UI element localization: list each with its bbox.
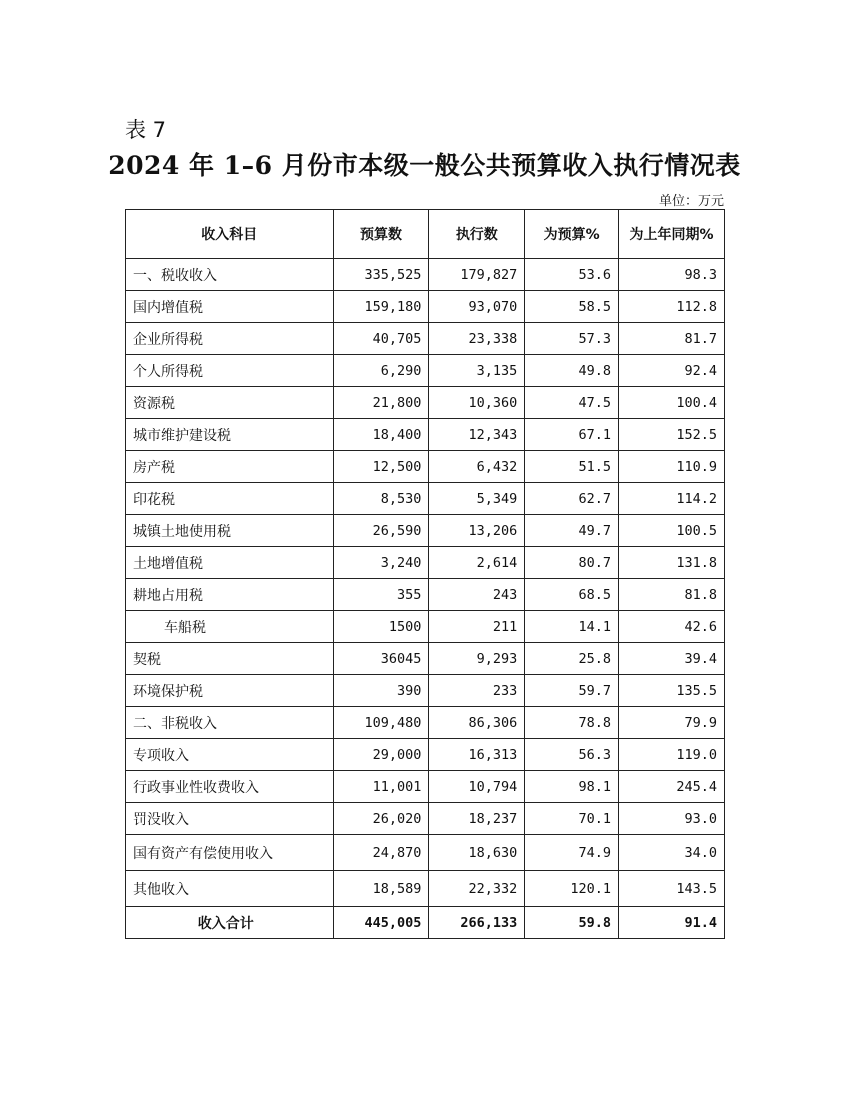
row-executed: 16,313	[429, 739, 525, 771]
row-executed: 233	[429, 675, 525, 707]
row-item-name: 个人所得税	[126, 355, 334, 387]
row-pct-budget: 57.3	[525, 323, 619, 355]
row-pct-budget: 47.5	[525, 387, 619, 419]
row-pct-yoy: 100.5	[619, 515, 725, 547]
table-label: 表 7	[125, 118, 167, 142]
row-item-name: 城镇土地使用税	[126, 515, 334, 547]
row-pct-yoy: 81.7	[619, 323, 725, 355]
row-budget: 40,705	[333, 323, 429, 355]
row-pct-yoy: 39.4	[619, 643, 725, 675]
unit-label: 单位：万元	[658, 194, 724, 209]
row-pct-budget: 70.1	[525, 803, 619, 835]
table-row	[126, 259, 725, 291]
row-pct-yoy: 100.4	[619, 387, 725, 419]
row-item-name: 其他收入	[126, 871, 334, 907]
table-row	[126, 835, 725, 871]
header-pct-yoy: 为上年同期%	[619, 210, 725, 259]
row-budget: 8,530	[333, 483, 429, 515]
row-executed: 93,070	[429, 291, 525, 323]
row-item-name: 一、税收收入	[126, 259, 334, 291]
row-pct-budget: 74.9	[525, 835, 619, 871]
row-executed: 2,614	[429, 547, 525, 579]
table-row	[126, 707, 725, 739]
table-row	[126, 291, 725, 323]
table-row	[126, 675, 725, 707]
row-pct-budget: 58.5	[525, 291, 619, 323]
row-item-name: 企业所得税	[126, 323, 334, 355]
row-pct-budget: 25.8	[525, 643, 619, 675]
row-budget: 355	[333, 579, 429, 611]
row-pct-yoy: 245.4	[619, 771, 725, 803]
table-row	[126, 739, 725, 771]
row-pct-budget: 78.8	[525, 707, 619, 739]
row-item-name: 专项收入	[126, 739, 334, 771]
row-item-name: 罚没收入	[126, 803, 334, 835]
row-item-name: 行政事业性收费收入	[126, 771, 334, 803]
row-budget: 24,870	[333, 835, 429, 871]
row-item-name: 环境保护税	[126, 675, 334, 707]
row-item-name: 房产税	[126, 451, 334, 483]
row-budget: 3,240	[333, 547, 429, 579]
row-budget: 26,020	[333, 803, 429, 835]
row-budget: 6,290	[333, 355, 429, 387]
row-pct-yoy: 131.8	[619, 547, 725, 579]
total-pct-yoy: 91.4	[619, 907, 725, 939]
row-pct-yoy: 92.4	[619, 355, 725, 387]
row-pct-budget: 67.1	[525, 419, 619, 451]
revenue-table	[125, 209, 725, 939]
row-pct-yoy: 112.8	[619, 291, 725, 323]
row-executed: 6,432	[429, 451, 525, 483]
row-budget: 29,000	[333, 739, 429, 771]
table-row	[126, 483, 725, 515]
row-pct-budget: 68.5	[525, 579, 619, 611]
row-executed: 22,332	[429, 871, 525, 907]
row-pct-budget: 14.1	[525, 611, 619, 643]
row-item-name: 二、非税收入	[126, 707, 334, 739]
row-budget: 21,800	[333, 387, 429, 419]
row-budget: 390	[333, 675, 429, 707]
row-executed: 5,349	[429, 483, 525, 515]
row-pct-budget: 49.8	[525, 355, 619, 387]
row-pct-yoy: 143.5	[619, 871, 725, 907]
row-pct-yoy: 42.6	[619, 611, 725, 643]
row-item-name: 国有资产有偿使用收入	[126, 835, 334, 871]
row-pct-budget: 120.1	[525, 871, 619, 907]
row-budget: 11,001	[333, 771, 429, 803]
row-budget: 36045	[333, 643, 429, 675]
table-row	[126, 803, 725, 835]
table-row	[126, 611, 725, 643]
row-pct-budget: 80.7	[525, 547, 619, 579]
row-pct-budget: 59.7	[525, 675, 619, 707]
row-pct-budget: 51.5	[525, 451, 619, 483]
row-executed: 211	[429, 611, 525, 643]
total-executed: 266,133	[429, 907, 525, 939]
row-executed: 10,794	[429, 771, 525, 803]
row-item-name: 印花税	[126, 483, 334, 515]
row-pct-budget: 53.6	[525, 259, 619, 291]
row-pct-yoy: 93.0	[619, 803, 725, 835]
row-executed: 12,343	[429, 419, 525, 451]
row-budget: 1500	[333, 611, 429, 643]
header-executed: 执行数	[429, 210, 525, 259]
table-row	[126, 547, 725, 579]
row-pct-budget: 56.3	[525, 739, 619, 771]
total-label: 收入合计	[126, 907, 334, 939]
table-row	[126, 451, 725, 483]
row-pct-budget: 62.7	[525, 483, 619, 515]
table-row	[126, 515, 725, 547]
header-revenue-item: 收入科目	[126, 210, 334, 259]
row-executed: 10,360	[429, 387, 525, 419]
row-pct-yoy: 135.5	[619, 675, 725, 707]
row-pct-yoy: 119.0	[619, 739, 725, 771]
row-executed: 9,293	[429, 643, 525, 675]
table-total-row	[126, 907, 725, 939]
table-row	[126, 387, 725, 419]
row-executed: 18,237	[429, 803, 525, 835]
row-budget: 18,400	[333, 419, 429, 451]
row-pct-yoy: 110.9	[619, 451, 725, 483]
header-pct-budget: 为预算%	[525, 210, 619, 259]
row-budget: 12,500	[333, 451, 429, 483]
row-item-name: 城市维护建设税	[126, 419, 334, 451]
row-executed: 23,338	[429, 323, 525, 355]
table-row	[126, 419, 725, 451]
row-item-name: 国内增值税	[126, 291, 334, 323]
row-pct-yoy: 81.8	[619, 579, 725, 611]
total-pct-budget: 59.8	[525, 907, 619, 939]
header-budget: 预算数	[333, 210, 429, 259]
row-budget: 26,590	[333, 515, 429, 547]
row-pct-yoy: 79.9	[619, 707, 725, 739]
table-row	[126, 871, 725, 907]
table-row	[126, 579, 725, 611]
row-executed: 18,630	[429, 835, 525, 871]
row-pct-budget: 98.1	[525, 771, 619, 803]
row-pct-yoy: 152.5	[619, 419, 725, 451]
row-item-name: 契税	[126, 643, 334, 675]
row-budget: 159,180	[333, 291, 429, 323]
table-row	[126, 643, 725, 675]
row-item-name: 资源税	[126, 387, 334, 419]
row-budget: 109,480	[333, 707, 429, 739]
page-title: 2024 年 1–6 月份市本级一般公共预算收入执行情况表	[108, 151, 741, 180]
row-pct-yoy: 98.3	[619, 259, 725, 291]
table-row	[126, 355, 725, 387]
row-item-name: 车船税	[126, 611, 334, 643]
row-executed: 243	[429, 579, 525, 611]
table-row	[126, 323, 725, 355]
total-budget: 445,005	[333, 907, 429, 939]
row-executed: 13,206	[429, 515, 525, 547]
row-budget: 18,589	[333, 871, 429, 907]
row-item-name: 耕地占用税	[126, 579, 334, 611]
row-executed: 3,135	[429, 355, 525, 387]
row-item-name: 土地增值税	[126, 547, 334, 579]
row-pct-yoy: 114.2	[619, 483, 725, 515]
row-executed: 86,306	[429, 707, 525, 739]
row-budget: 335,525	[333, 259, 429, 291]
table-row	[126, 771, 725, 803]
table-header-row	[126, 210, 725, 259]
row-executed: 179,827	[429, 259, 525, 291]
row-pct-yoy: 34.0	[619, 835, 725, 871]
row-pct-budget: 49.7	[525, 515, 619, 547]
